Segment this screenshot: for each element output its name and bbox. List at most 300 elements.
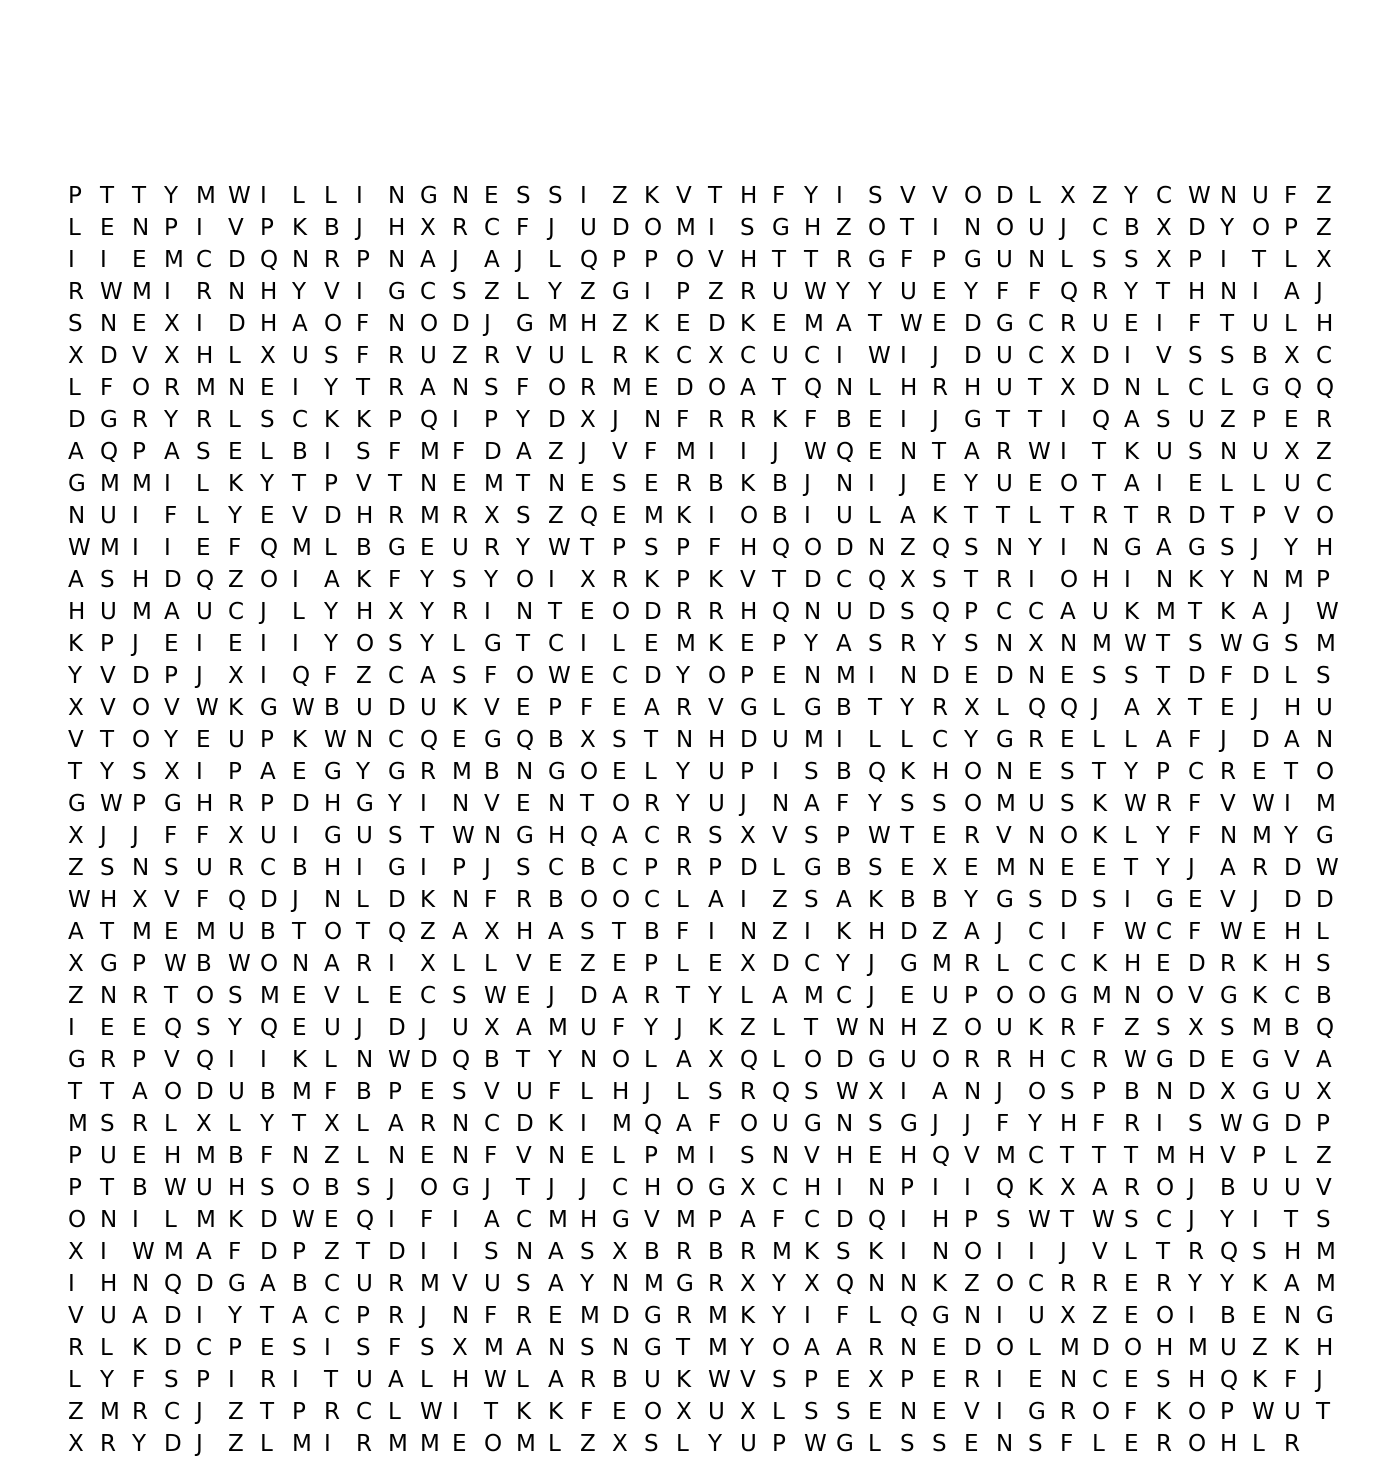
grid-letter: A	[644, 695, 660, 721]
grid-letter: D	[836, 535, 854, 561]
grid-letter: Y	[1124, 759, 1139, 785]
grid-letter: S	[1092, 887, 1107, 913]
grid-letter: Q	[228, 887, 247, 913]
grid-letter: X	[900, 567, 916, 593]
grid-letter: K	[292, 727, 308, 753]
grid-letter: B	[900, 887, 916, 913]
grid-letter: Q	[420, 727, 439, 753]
grid-letter: U	[772, 343, 789, 369]
grid-letter: Z	[1316, 439, 1332, 465]
grid-letter: Q	[868, 759, 887, 785]
grid-letter: E	[132, 247, 147, 273]
grid-letter: T	[612, 919, 627, 945]
grid-letter: Z	[932, 1015, 948, 1041]
grid-letter: Z	[1092, 183, 1108, 209]
grid-letter: G	[1060, 983, 1078, 1009]
grid-letter: B	[708, 471, 724, 497]
grid-letter: I	[100, 247, 107, 273]
grid-letter: M	[132, 279, 152, 305]
grid-letter: M	[548, 1015, 568, 1041]
grid-letter: D	[1188, 1047, 1206, 1073]
grid-letter: N	[1028, 247, 1046, 273]
grid-letter: U	[996, 375, 1013, 401]
grid-letter: W	[164, 951, 187, 977]
grid-letter: R	[996, 567, 1012, 593]
grid-letter: H	[1028, 1047, 1046, 1073]
grid-letter: E	[580, 663, 595, 689]
grid-letter: U	[1252, 183, 1269, 209]
grid-letter: L	[1124, 1239, 1137, 1265]
grid-letter: Z	[580, 951, 596, 977]
grid-letter: O	[1060, 471, 1079, 497]
grid-letter: N	[100, 311, 118, 337]
grid-letter: I	[1188, 1303, 1195, 1329]
grid-letter: P	[260, 791, 274, 817]
grid-letter: D	[932, 663, 950, 689]
grid-letter: U	[1252, 439, 1269, 465]
grid-letter: I	[324, 439, 331, 465]
grid-letter: L	[356, 1111, 369, 1137]
grid-letter: E	[1284, 407, 1299, 433]
grid-letter: L	[260, 1431, 273, 1457]
grid-letter: I	[356, 855, 363, 881]
grid-letter: L	[68, 375, 81, 401]
grid-letter: Y	[132, 1431, 147, 1457]
grid-letter: I	[132, 1207, 139, 1233]
grid-letter: P	[164, 663, 178, 689]
grid-letter: N	[964, 215, 982, 241]
grid-letter: R	[516, 887, 532, 913]
grid-letter: O	[612, 791, 631, 817]
grid-letter: M	[132, 919, 152, 945]
grid-letter: V	[1284, 1047, 1300, 1073]
grid-letter: R	[676, 855, 692, 881]
grid-letter: G	[1316, 823, 1334, 849]
grid-letter: I	[900, 1079, 907, 1105]
grid-letter: J	[1188, 1207, 1195, 1233]
grid-letter: I	[836, 183, 843, 209]
grid-letter: O	[1156, 1175, 1175, 1201]
grid-letter: T	[900, 215, 915, 241]
grid-letter: Y	[420, 567, 435, 593]
grid-letter: N	[292, 1143, 310, 1169]
grid-letter: Y	[1220, 1271, 1235, 1297]
grid-letter: M	[996, 791, 1016, 817]
grid-letter: X	[260, 343, 276, 369]
grid-letter: P	[612, 535, 626, 561]
grid-letter: C	[196, 1335, 213, 1361]
grid-letter: K	[1028, 1015, 1044, 1041]
grid-letter: H	[1316, 311, 1334, 337]
grid-letter: L	[1028, 183, 1041, 209]
grid-letter: I	[196, 759, 203, 785]
grid-letter: Y	[964, 279, 979, 305]
grid-letter: L	[868, 727, 881, 753]
grid-letter: Y	[100, 1367, 115, 1393]
grid-letter: W	[836, 1015, 859, 1041]
grid-letter: Q	[868, 1207, 887, 1233]
grid-row	[68, 1428, 1348, 1460]
grid-letter: G	[388, 535, 406, 561]
grid-letter: C	[644, 823, 661, 849]
grid-letter: L	[452, 631, 465, 657]
grid-letter: P	[644, 247, 658, 273]
grid-letter: P	[260, 727, 274, 753]
grid-letter: T	[1060, 503, 1075, 529]
grid-letter: Q	[1060, 279, 1079, 305]
grid-letter: Z	[580, 1431, 596, 1457]
grid-letter: U	[708, 791, 725, 817]
grid-letter: Y	[740, 1335, 755, 1361]
grid-letter: J	[196, 1431, 203, 1457]
grid-letter: U	[100, 1143, 117, 1169]
grid-letter: G	[100, 951, 118, 977]
grid-letter: T	[964, 503, 979, 529]
grid-letter: T	[484, 1399, 499, 1425]
grid-letter: I	[260, 663, 267, 689]
grid-letter: Q	[1060, 695, 1079, 721]
grid-letter: V	[164, 887, 180, 913]
grid-letter: E	[516, 695, 531, 721]
grid-letter: P	[388, 407, 402, 433]
grid-letter: D	[1284, 1111, 1302, 1137]
grid-letter: S	[1124, 247, 1139, 273]
grid-letter: K	[452, 695, 468, 721]
grid-letter: S	[1220, 535, 1235, 561]
grid-letter: Z	[964, 1271, 980, 1297]
grid-letter: W	[1220, 631, 1243, 657]
grid-letter: X	[420, 215, 436, 241]
grid-letter: E	[1252, 759, 1267, 785]
grid-letter: S	[516, 503, 531, 529]
grid-letter: T	[1124, 855, 1139, 881]
grid-letter: E	[932, 1335, 947, 1361]
grid-letter: N	[1156, 1079, 1174, 1105]
grid-letter: Y	[68, 663, 83, 689]
grid-letter: Y	[1028, 1111, 1043, 1137]
grid-letter: U	[228, 1079, 245, 1105]
grid-letter: Y	[868, 279, 883, 305]
grid-letter: M	[420, 1271, 440, 1297]
grid-letter: S	[292, 1335, 307, 1361]
grid-letter: T	[804, 247, 819, 273]
grid-letter: U	[100, 599, 117, 625]
grid-letter: N	[452, 1143, 470, 1169]
grid-row	[68, 980, 1348, 1012]
grid-letter: X	[740, 1175, 756, 1201]
grid-letter: D	[772, 951, 790, 977]
grid-letter: S	[164, 855, 179, 881]
grid-letter: M	[516, 1431, 536, 1457]
grid-letter: V	[676, 183, 692, 209]
grid-row	[68, 1364, 1348, 1396]
grid-letter: B	[228, 1143, 244, 1169]
grid-letter: U	[100, 1303, 117, 1329]
grid-letter: L	[324, 183, 337, 209]
grid-letter: Y	[708, 983, 723, 1009]
grid-letter: K	[356, 567, 372, 593]
grid-letter: G	[612, 279, 630, 305]
grid-letter: R	[708, 599, 724, 625]
grid-letter: Y	[932, 631, 947, 657]
grid-letter: Y	[1124, 183, 1139, 209]
grid-letter: U	[1220, 1335, 1237, 1361]
grid-letter: O	[996, 1271, 1015, 1297]
grid-letter: G	[68, 1047, 86, 1073]
grid-letter: E	[740, 631, 755, 657]
grid-letter: C	[356, 1399, 373, 1425]
grid-letter: K	[548, 1399, 564, 1425]
grid-letter: I	[228, 1367, 235, 1393]
grid-letter: A	[324, 951, 340, 977]
grid-letter: B	[260, 1079, 276, 1105]
grid-letter: A	[164, 599, 180, 625]
grid-letter: N	[1092, 535, 1110, 561]
grid-letter: W	[1316, 855, 1339, 881]
grid-letter: Y	[228, 1015, 243, 1041]
grid-letter: E	[1188, 471, 1203, 497]
grid-letter: R	[612, 343, 628, 369]
grid-letter: E	[1124, 1431, 1139, 1457]
grid-letter: K	[356, 407, 372, 433]
grid-letter: E	[1060, 727, 1075, 753]
grid-letter: E	[772, 311, 787, 337]
grid-letter: R	[388, 503, 404, 529]
grid-letter: M	[804, 311, 824, 337]
grid-letter: M	[1156, 1143, 1176, 1169]
grid-letter: M	[676, 1207, 696, 1233]
grid-letter: H	[804, 215, 822, 241]
grid-letter: C	[836, 983, 853, 1009]
grid-letter: F	[548, 1079, 562, 1105]
grid-letter: X	[740, 1271, 756, 1297]
grid-letter: V	[708, 695, 724, 721]
grid-letter: F	[1092, 1111, 1106, 1137]
grid-letter: N	[580, 1047, 598, 1073]
grid-letter: I	[804, 503, 811, 529]
grid-letter: X	[164, 759, 180, 785]
grid-letter: I	[772, 759, 779, 785]
grid-letter: I	[164, 535, 171, 561]
grid-letter: D	[644, 599, 662, 625]
grid-letter: R	[676, 1303, 692, 1329]
grid-letter: Q	[932, 535, 951, 561]
grid-letter: H	[644, 1175, 662, 1201]
grid-letter: K	[644, 343, 660, 369]
grid-letter: Q	[836, 1271, 855, 1297]
grid-letter: J	[612, 407, 619, 433]
grid-letter: P	[1316, 1111, 1330, 1137]
grid-letter: R	[676, 1239, 692, 1265]
grid-letter: Y	[1284, 823, 1299, 849]
grid-letter: X	[68, 823, 84, 849]
grid-letter: B	[1284, 1015, 1300, 1041]
grid-letter: B	[292, 439, 308, 465]
grid-letter: A	[836, 887, 852, 913]
grid-letter: Y	[772, 1303, 787, 1329]
grid-letter: I	[68, 247, 75, 273]
grid-letter: G	[836, 1431, 854, 1457]
grid-letter: A	[836, 1335, 852, 1361]
grid-letter: D	[580, 983, 598, 1009]
grid-letter: F	[100, 375, 114, 401]
grid-letter: M	[388, 1431, 408, 1457]
grid-letter: T	[1060, 1207, 1075, 1233]
grid-letter: D	[228, 311, 246, 337]
grid-letter: C	[388, 663, 405, 689]
grid-letter: P	[964, 983, 978, 1009]
grid-row	[68, 372, 1348, 404]
grid-letter: T	[772, 375, 787, 401]
grid-letter: Y	[708, 1431, 723, 1457]
grid-letter: W	[548, 663, 571, 689]
grid-letter: Z	[1316, 1143, 1332, 1169]
grid-letter: E	[516, 791, 531, 817]
grid-letter: T	[164, 983, 179, 1009]
grid-letter: H	[452, 1367, 470, 1393]
grid-letter: I	[260, 1047, 267, 1073]
grid-letter: S	[868, 631, 883, 657]
grid-letter: I	[484, 599, 491, 625]
grid-letter: B	[324, 215, 340, 241]
grid-letter: S	[580, 1335, 595, 1361]
grid-letter: I	[1156, 1111, 1163, 1137]
grid-letter: Q	[196, 1047, 215, 1073]
grid-letter: N	[548, 791, 566, 817]
grid-letter: P	[644, 1143, 658, 1169]
grid-letter: I	[708, 439, 715, 465]
grid-letter: R	[260, 1367, 276, 1393]
grid-letter: I	[452, 1239, 459, 1265]
grid-letter: L	[356, 1143, 369, 1169]
grid-letter: E	[1028, 1367, 1043, 1393]
grid-letter: L	[1092, 727, 1105, 753]
grid-letter: I	[868, 663, 875, 689]
grid-letter: E	[612, 503, 627, 529]
grid-letter: W	[804, 439, 827, 465]
grid-letter: U	[1252, 1175, 1269, 1201]
grid-letter: V	[484, 695, 500, 721]
grid-letter: M	[1316, 791, 1336, 817]
grid-letter: G	[228, 1271, 246, 1297]
grid-letter: N	[1316, 727, 1334, 753]
grid-letter: N	[868, 1175, 886, 1201]
grid-letter: G	[740, 695, 758, 721]
grid-letter: Z	[1316, 183, 1332, 209]
grid-letter: G	[164, 791, 182, 817]
grid-letter: D	[388, 1015, 406, 1041]
grid-letter: H	[1156, 1335, 1174, 1361]
grid-letter: K	[1092, 791, 1108, 817]
grid-letter: Y	[1156, 855, 1171, 881]
grid-letter: J	[484, 311, 491, 337]
grid-letter: T	[1092, 1143, 1107, 1169]
grid-letter: Q	[516, 727, 535, 753]
grid-letter: M	[484, 471, 504, 497]
word-search-grid	[68, 180, 1348, 1460]
grid-letter: W	[68, 887, 91, 913]
grid-letter: Z	[548, 439, 564, 465]
grid-letter: S	[740, 1143, 755, 1169]
grid-letter: P	[100, 631, 114, 657]
grid-letter: B	[772, 471, 788, 497]
grid-letter: Y	[164, 727, 179, 753]
grid-row	[68, 276, 1348, 308]
grid-letter: K	[900, 759, 916, 785]
grid-letter: Z	[228, 1431, 244, 1457]
grid-row	[68, 1140, 1348, 1172]
grid-row	[68, 884, 1348, 916]
grid-letter: F	[1284, 1367, 1298, 1393]
grid-letter: H	[1188, 1367, 1206, 1393]
grid-letter: P	[740, 759, 754, 785]
grid-letter: N	[324, 887, 342, 913]
grid-letter: T	[580, 535, 595, 561]
grid-letter: M	[100, 471, 120, 497]
grid-letter: G	[452, 1175, 470, 1201]
grid-letter: S	[484, 1239, 499, 1265]
grid-letter: S	[580, 1239, 595, 1265]
grid-letter: A	[1284, 727, 1300, 753]
grid-letter: W	[292, 695, 315, 721]
grid-letter: E	[580, 471, 595, 497]
grid-letter: N	[228, 279, 246, 305]
grid-letter: S	[452, 983, 467, 1009]
grid-letter: A	[1220, 855, 1236, 881]
grid-letter: K	[868, 1239, 884, 1265]
grid-letter: C	[1188, 375, 1205, 401]
grid-letter: R	[612, 567, 628, 593]
grid-letter: A	[1284, 1271, 1300, 1297]
grid-letter: I	[836, 1175, 843, 1201]
grid-letter: O	[804, 535, 823, 561]
grid-letter: L	[772, 1399, 785, 1425]
grid-letter: X	[388, 599, 404, 625]
grid-letter: T	[1188, 695, 1203, 721]
grid-letter: G	[100, 407, 118, 433]
grid-letter: U	[708, 1399, 725, 1425]
grid-letter: P	[228, 1335, 242, 1361]
grid-letter: A	[900, 503, 916, 529]
grid-letter: D	[196, 1271, 214, 1297]
grid-letter: L	[164, 1207, 177, 1233]
grid-letter: Q	[260, 1015, 279, 1041]
grid-letter: E	[644, 471, 659, 497]
grid-letter: S	[772, 1367, 787, 1393]
grid-letter: N	[644, 407, 662, 433]
grid-letter: E	[932, 311, 947, 337]
grid-letter: X	[1156, 247, 1172, 273]
grid-row	[68, 404, 1348, 436]
grid-letter: I	[1156, 311, 1163, 337]
grid-letter: B	[644, 919, 660, 945]
grid-letter: B	[612, 1367, 628, 1393]
grid-letter: K	[772, 407, 788, 433]
grid-letter: K	[1124, 439, 1140, 465]
grid-letter: A	[196, 1239, 212, 1265]
grid-letter: D	[228, 247, 246, 273]
grid-letter: U	[228, 727, 245, 753]
grid-letter: S	[100, 855, 115, 881]
grid-letter: M	[644, 1271, 664, 1297]
grid-letter: L	[900, 727, 913, 753]
grid-letter: O	[516, 567, 535, 593]
grid-letter: O	[1028, 983, 1047, 1009]
grid-letter: X	[612, 1431, 628, 1457]
grid-letter: F	[356, 343, 370, 369]
grid-letter: F	[388, 567, 402, 593]
grid-letter: V	[228, 215, 244, 241]
